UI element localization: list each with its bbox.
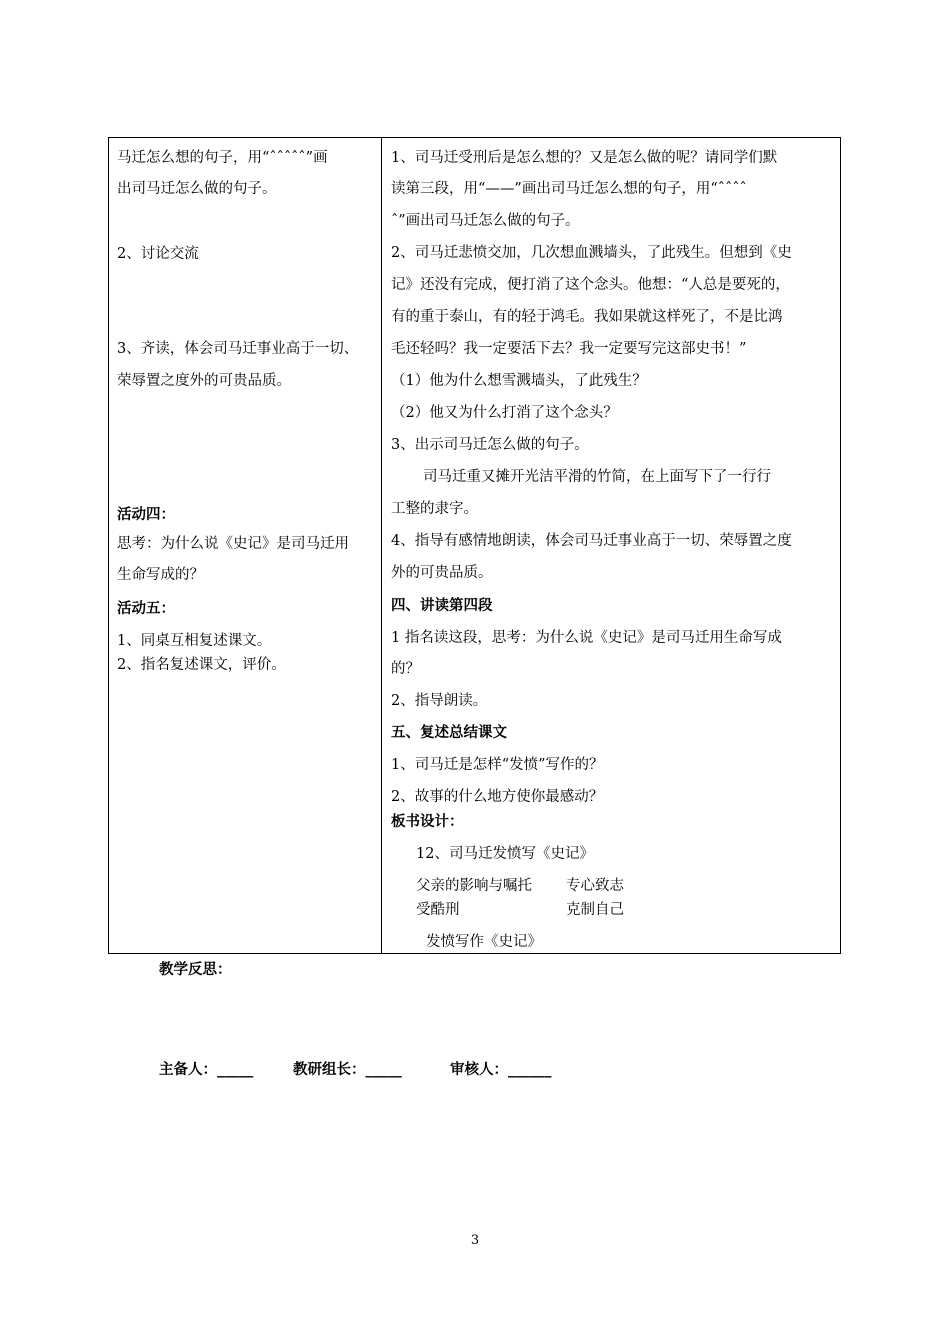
quote-line2: 工整的隶字。 (391, 501, 478, 517)
activity5-item1: 1、同桌互相复述课文。 (117, 633, 272, 649)
q2-line3: 有的重于泰山，有的轻于鸿毛。我如果就这样死了，不是比鸿 (391, 309, 783, 325)
board-left1: 父亲的影响与嘱托 (416, 878, 532, 894)
activity5-title: 活动五： (117, 600, 175, 617)
q1-line3: ˆ”画出司马迁怎么做的句子。 (391, 213, 580, 229)
section5-title: 五、复述总结课文 (391, 724, 507, 741)
left-discuss: 2、讨论交流 (117, 246, 199, 262)
q3: 3、出示司马迁怎么做的句子。 (391, 437, 589, 453)
sub-question-1: （1）他为什么想雪溅墙头，了此残生？ (391, 373, 647, 389)
left-line1: 马迁怎么想的句子，用“ˆˆˆˆˆ”画 (117, 150, 328, 166)
board-bottom: 发愤写作《史记》 (426, 934, 542, 950)
left-read-line1: 3、齐读，体会司马迁事业高于一切、 (117, 341, 359, 357)
sub-question-2: （2）他又为什么打消了这个念头？ (391, 405, 618, 421)
board-left2: 受酷刑 (416, 902, 460, 918)
page-number: 3 (470, 1233, 480, 1248)
q2-line2: 记》还没有完成，便打消了这个念头。他想：“人总是要死的， (391, 277, 790, 293)
quote-line1: 司马迁重又摊开光洁平滑的竹简，在上面写下了一行行 (423, 469, 771, 485)
activity4-title: 活动四： (117, 506, 175, 523)
s4-item2: 2、指导朗读。 (391, 693, 488, 709)
q4-line2: 外的可贵品质。 (391, 565, 493, 581)
q1-line2: 读第三段，用“——”画出司马迁怎么想的句子，用“ˆˆˆˆ (391, 181, 747, 197)
s5-item2: 2、故事的什么地方使你最感动？ (391, 789, 604, 805)
column-divider (381, 138, 382, 953)
activity4-line1: 思考：为什么说《史记》是司马迁用 (117, 536, 349, 552)
lesson-table (108, 137, 841, 954)
left-read-line2: 荣辱置之度外的可贵品质。 (117, 373, 291, 389)
q2-line1: 2、司马迁悲愤交加，几次想血溅墙头，了此残生。但想到《史 (391, 245, 792, 261)
leader-label: 教研组长：_____ (293, 1061, 402, 1078)
left-line2: 出司马迁怎么做的句子。 (117, 181, 277, 197)
reviewer-label: 审核人：______ (450, 1061, 552, 1078)
s5-item1: 1、司马迁是怎样“发愤”写作的？ (391, 757, 604, 773)
s4-item1-line2: 的？ (391, 661, 420, 677)
section4-title: 四、讲读第四段 (391, 597, 493, 614)
board-right2: 克制自己 (566, 902, 624, 918)
board-right1: 专心致志 (566, 878, 624, 894)
teaching-reflection-label: 教学反思： (159, 961, 232, 978)
s4-item1-line1: 1 指名读这段，思考：为什么说《史记》是司马迁用生命写成 (391, 630, 782, 646)
board-title: 板书设计： (391, 813, 464, 830)
q1-line1: 1、司马迁受刑后是怎么想的？又是怎么做的呢？请同学们默 (391, 150, 778, 166)
q2-line4: 毛还轻吗？我一定要活下去？我一定要写完这部史书！” (391, 341, 747, 357)
activity5-item2: 2、指名复述课文，评价。 (117, 657, 286, 673)
q4-line1: 4、指导有感情地朗读，体会司马迁事业高于一切、荣辱置之度 (391, 533, 792, 549)
board-heading: 12、司马迁发愤写《史记》 (416, 846, 594, 862)
activity4-line2: 生命写成的？ (117, 567, 204, 583)
preparer-label: 主备人：_____ (159, 1061, 254, 1078)
